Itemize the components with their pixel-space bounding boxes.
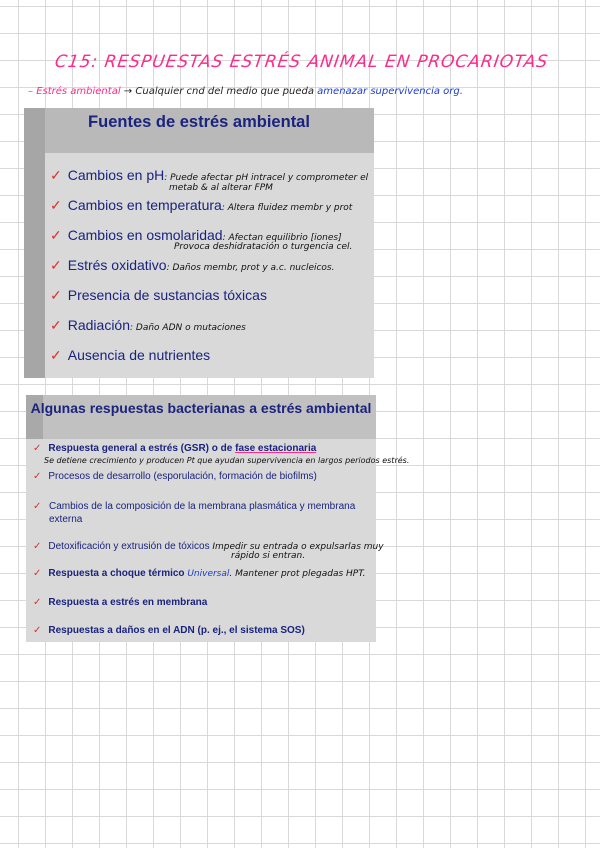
page-title: C15: RESPUESTAS ESTRÉS ANIMAL EN PROCARIOTAS <box>53 52 550 72</box>
check-icon: ✓ <box>50 227 62 243</box>
handwritten-note: : Daños membr, prot y a.c. nucleicos. <box>166 263 335 273</box>
item-label: Respuesta a estrés en membrana <box>48 597 208 608</box>
intro-highlight: amenazar supervivencia org. <box>317 86 463 97</box>
slide-side-bar <box>24 108 45 378</box>
check-icon: ✓ <box>50 287 62 303</box>
item-label: Cambios de la composición de la membrana plasmática y membrana externa <box>49 501 356 525</box>
list-item <box>33 500 373 526</box>
handwritten-note: Se detiene crecimiento y producen Pt que ayudan supervivencia en largos periodos estrés. <box>44 456 410 465</box>
list-item <box>33 568 366 579</box>
check-icon: ✓ <box>33 541 42 552</box>
handwritten-highlight: Universal <box>187 569 230 579</box>
item-label: Presencia de sustancias tóxicas <box>67 287 267 303</box>
check-icon: ✓ <box>33 443 42 454</box>
list-item <box>33 443 316 454</box>
list-item <box>50 197 352 214</box>
list-item <box>50 317 246 334</box>
check-icon: ✓ <box>50 257 62 273</box>
check-icon: ✓ <box>33 625 42 636</box>
item-label: Estrés oxidativo <box>67 257 167 273</box>
list-item <box>33 471 317 482</box>
handwritten-note: : Puede afectar pH intracel y comprometer el <box>164 173 369 183</box>
item-label: Cambios en pH <box>67 167 165 183</box>
item-label: Ausencia de nutrientes <box>67 347 211 363</box>
check-icon: ✓ <box>33 568 42 579</box>
handwritten-note: : Daño ADN o mutaciones <box>130 323 246 333</box>
list-item <box>33 597 207 608</box>
check-icon: ✓ <box>50 197 62 213</box>
handwritten-note: Impedir su entrada o expulsarlas muy <box>212 542 384 552</box>
arrow-icon: → <box>123 86 133 97</box>
list-item <box>33 625 305 636</box>
intro-term: – Estrés ambiental <box>28 86 121 97</box>
intro-definition: Cualquier cnd del medio que pueda <box>135 86 314 97</box>
item-label: Radiación <box>67 317 130 333</box>
slide-title: Algunas respuestas bacterianas a estrés ambiental <box>30 400 372 416</box>
item-label: Cambios en osmolaridad <box>67 227 223 243</box>
handwritten-note: . Mantener prot plegadas HPT. <box>229 569 366 579</box>
item-label: Respuesta general a estrés (GSR) o de <box>48 443 236 454</box>
handwritten-note: metab & al alterar FPM <box>169 183 273 193</box>
item-label: Respuesta a choque térmico <box>48 568 185 579</box>
list-item <box>50 167 368 184</box>
check-icon: ✓ <box>33 471 42 482</box>
handwritten-note: Provoca deshidratación o turgencia cel. <box>174 242 353 252</box>
slide-title: Fuentes de estrés ambiental <box>88 113 310 131</box>
item-label: Respuestas a daños en el ADN (p. ej., el sistema SOS) <box>48 625 305 636</box>
handwritten-note: rápido si entran. <box>231 551 306 561</box>
list-item <box>50 257 334 274</box>
slide-bacterial-responses <box>26 395 410 642</box>
handwritten-note: : Afectan equilibrio [iones] <box>222 233 342 243</box>
list-item <box>50 347 210 364</box>
item-link: fase estacionaria <box>235 443 317 454</box>
list-item <box>50 287 267 304</box>
intro-line <box>28 86 463 97</box>
check-icon: ✓ <box>33 501 42 512</box>
item-label: Detoxificación y extrusión de tóxicos <box>48 541 210 552</box>
check-icon: ✓ <box>50 317 62 333</box>
list-item <box>33 541 384 552</box>
check-icon: ✓ <box>50 167 62 183</box>
check-icon: ✓ <box>50 347 62 363</box>
handwritten-note: : Altera fluidez membr y prot <box>221 203 353 213</box>
check-icon: ✓ <box>33 597 42 608</box>
slide-stress-sources <box>24 108 374 378</box>
item-label: Procesos de desarrollo (esporulación, formación de biofilms) <box>48 471 317 482</box>
item-label: Cambios en temperatura <box>67 197 222 213</box>
